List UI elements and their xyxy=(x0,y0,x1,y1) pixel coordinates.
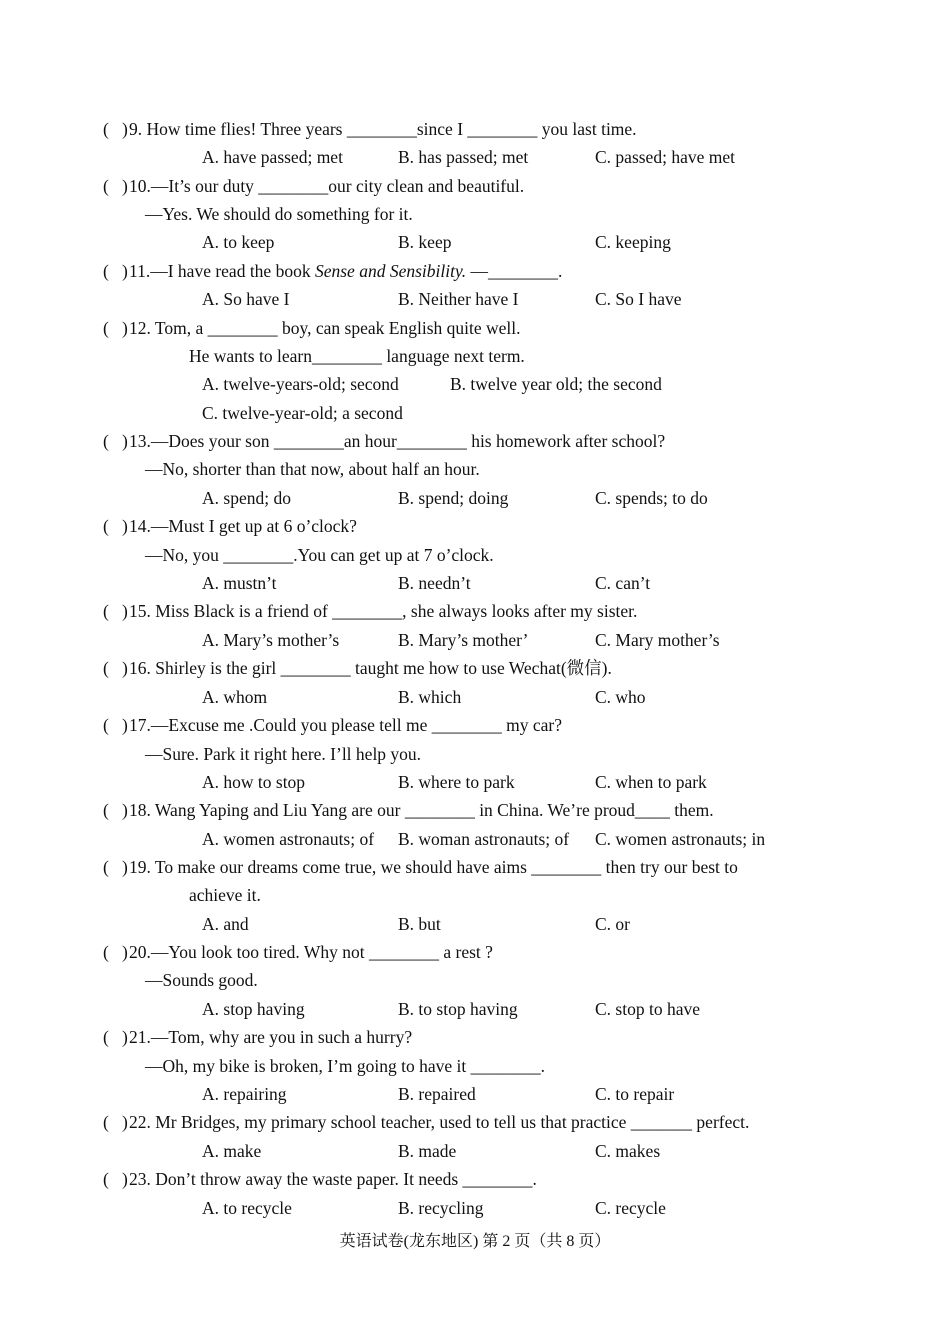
q14-option-b: B. needn’t xyxy=(398,573,471,593)
q11-option-b: B. Neither have I xyxy=(398,289,519,309)
question-16-stem: 16. Shirley is the girl ________ taught me how to use Wechat(微信). xyxy=(129,658,612,678)
q11-stem-after: —________. xyxy=(466,261,563,281)
question-18-stem: 18. Wang Yaping and Liu Yang are our ________ in China. We’re proud____ them. xyxy=(129,800,714,820)
q15-option-a: A. Mary’s mother’s xyxy=(202,630,340,650)
question-13-reply: —No, shorter than that now, about half an hour. xyxy=(145,459,480,479)
answer-blank-12: ( ) xyxy=(103,318,128,338)
answer-blank-9: ( ) xyxy=(103,119,128,139)
question-14-stem: 14.—Must I get up at 6 o’clock? xyxy=(129,516,357,536)
q22-option-c: C. makes xyxy=(595,1141,661,1161)
q12-option-a: A. twelve-years-old; second xyxy=(202,374,399,394)
question-10-reply: —Yes. We should do something for it. xyxy=(145,204,413,224)
page-footer: 英语试卷(龙东地区) 第 2 页（共 8 页） xyxy=(339,1233,611,1250)
question-19-stem: 19. To make our dreams come true, we should have aims ________ then try our best to xyxy=(129,857,738,877)
question-19-continuation: achieve it. xyxy=(189,885,261,905)
answer-blank-17: ( ) xyxy=(103,715,128,735)
answer-blank-10: ( ) xyxy=(103,176,128,196)
question-10-stem: 10.—It’s our duty ________our city clean and beautiful. xyxy=(129,176,525,196)
question-11-stem xyxy=(129,261,562,281)
q15-option-b: B. Mary’s mother’ xyxy=(398,630,529,650)
q11-option-c: C. So I have xyxy=(595,289,682,309)
q22-option-b: B. made xyxy=(398,1141,457,1161)
question-12-continuation: He wants to learn________ language next term. xyxy=(189,346,525,366)
q12-option-c: C. twelve-year-old; a second xyxy=(202,403,403,423)
question-21-stem: 21.—Tom, why are you in such a hurry? xyxy=(129,1027,413,1047)
answer-blank-15: ( ) xyxy=(103,601,128,621)
answer-blank-23: ( ) xyxy=(103,1169,128,1189)
q20-option-c: C. stop to have xyxy=(595,999,700,1019)
question-9-stem: 9. How time flies! Three years ________since I ________ you last time. xyxy=(129,119,637,139)
q21-option-b: B. repaired xyxy=(398,1084,476,1104)
q11-option-a: A. So have I xyxy=(202,289,290,309)
q10-option-a: A. to keep xyxy=(202,232,275,252)
question-22-stem: 22. Mr Bridges, my primary school teacher, used to tell us that practice _______ perfect. xyxy=(129,1112,750,1132)
answer-blank-16: ( ) xyxy=(103,658,128,678)
q16-option-b: B. which xyxy=(398,687,462,707)
question-20-stem: 20.—You look too tired. Why not ________ a rest ? xyxy=(129,942,493,962)
q22-option-a: A. make xyxy=(202,1141,262,1161)
q17-option-c: C. when to park xyxy=(595,772,707,792)
q23-option-c: C. recycle xyxy=(595,1198,666,1218)
q23-option-a: A. to recycle xyxy=(202,1198,292,1218)
answer-blank-11: ( ) xyxy=(103,261,128,281)
question-20-reply: —Sounds good. xyxy=(145,970,258,990)
q11-stem-before: 11.—I have read the book xyxy=(129,261,315,281)
q13-option-b: B. spend; doing xyxy=(398,488,509,508)
q15-option-c: C. Mary mother’s xyxy=(595,630,720,650)
q14-option-a: A. mustn’t xyxy=(202,573,277,593)
q20-option-b: B. to stop having xyxy=(398,999,518,1019)
question-17-reply: —Sure. Park it right here. I’ll help you. xyxy=(145,744,422,764)
q14-option-c: C. can’t xyxy=(595,573,651,593)
q23-option-b: B. recycling xyxy=(398,1198,484,1218)
q16-option-a: A. whom xyxy=(202,687,268,707)
answer-blank-19: ( ) xyxy=(103,857,128,877)
answer-blank-18: ( ) xyxy=(103,800,128,820)
question-23-stem: 23. Don’t throw away the waste paper. It needs ________. xyxy=(129,1169,537,1189)
question-17-stem: 17.—Excuse me .Could you please tell me ________ my car? xyxy=(129,715,563,735)
q21-option-c: C. to repair xyxy=(595,1084,675,1104)
question-15-stem: 15. Miss Black is a friend of ________, she always looks after my sister. xyxy=(129,601,638,621)
q9-option-a: A. have passed; met xyxy=(202,147,343,167)
q21-option-a: A. repairing xyxy=(202,1084,287,1104)
q11-book-title: Sense and Sensibility. xyxy=(314,261,467,281)
question-21-reply: —Oh, my bike is broken, I’m going to have it ________. xyxy=(145,1056,546,1076)
q20-option-a: A. stop having xyxy=(202,999,305,1019)
q19-option-b: B. but xyxy=(398,914,441,934)
q19-option-c: C. or xyxy=(595,914,630,934)
q9-option-b: B. has passed; met xyxy=(398,147,529,167)
q10-option-b: B. keep xyxy=(398,232,452,252)
question-12-stem: 12. Tom, a ________ boy, can speak English quite well. xyxy=(129,318,521,338)
answer-blank-13: ( ) xyxy=(103,431,128,451)
q17-option-a: A. how to stop xyxy=(202,772,306,792)
q16-option-c: C. who xyxy=(595,687,646,707)
answer-blank-21: ( ) xyxy=(103,1027,128,1047)
answer-blank-22: ( ) xyxy=(103,1112,128,1132)
question-14-reply: —No, you ________.You can get up at 7 o’clock. xyxy=(145,545,494,565)
q18-option-b: B. woman astronauts; of xyxy=(398,829,570,849)
question-13-stem: 13.—Does your son ________an hour________ his homework after school? xyxy=(129,431,666,451)
q12-option-b: B. twelve year old; the second xyxy=(450,374,662,394)
q9-option-c: C. passed; have met xyxy=(595,147,735,167)
q18-option-a: A. women astronauts; of xyxy=(202,829,375,849)
q13-option-a: A. spend; do xyxy=(202,488,291,508)
q19-option-a: A. and xyxy=(202,914,249,934)
q13-option-c: C. spends; to do xyxy=(595,488,708,508)
q17-option-b: B. where to park xyxy=(398,772,515,792)
answer-blank-14: ( ) xyxy=(103,516,128,536)
answer-blank-20: ( ) xyxy=(103,942,128,962)
q18-option-c: C. women astronauts; in xyxy=(595,829,766,849)
q10-option-c: C. keeping xyxy=(595,232,671,252)
